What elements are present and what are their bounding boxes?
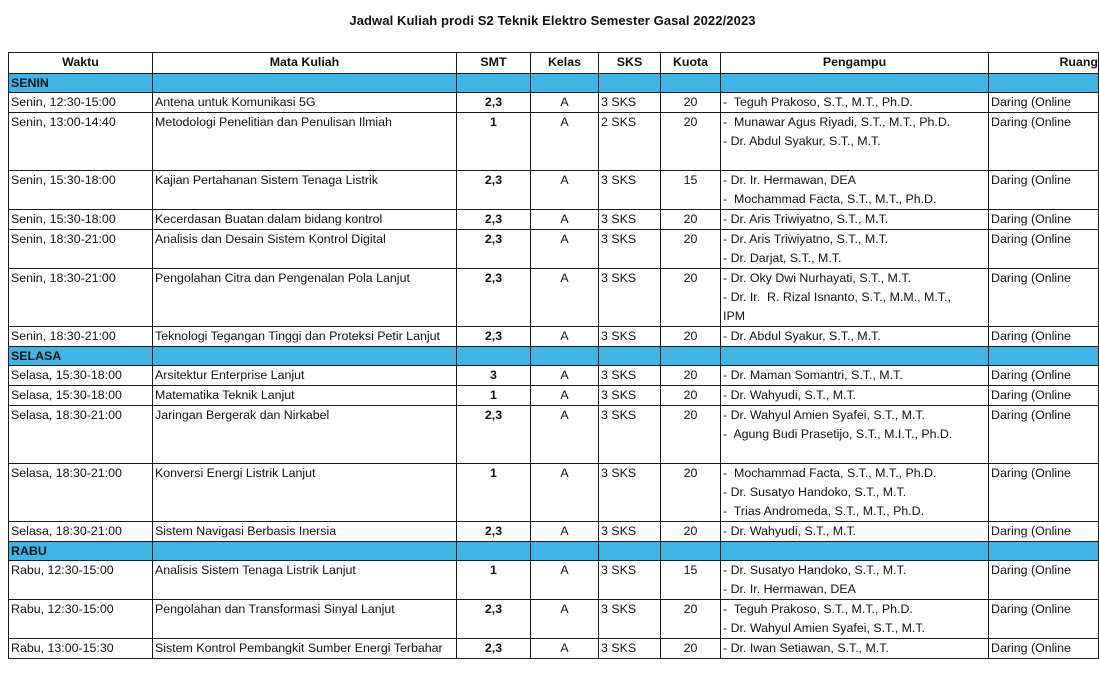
- day-header-cell: [599, 74, 661, 93]
- cell-kelas: A: [531, 561, 599, 600]
- day-header-cell: [457, 542, 531, 561]
- table-row: [9, 93, 1099, 113]
- cell-sks: 3 SKS: [599, 210, 661, 230]
- cell-kelas: A: [531, 210, 599, 230]
- cell-pengampu: [721, 600, 989, 639]
- page-title: Jadwal Kuliah prodi S2 Teknik Elektro Semester Gasal 2022/2023: [349, 13, 756, 28]
- lecturer-name: - Dr. Abdul Syakur, S.T., M.T.: [723, 329, 881, 343]
- cell-sks: 3 SKS: [599, 600, 661, 639]
- col-header-sks: SKS: [599, 53, 661, 74]
- cell-kuota: 20: [661, 210, 721, 230]
- cell-pengampu: [721, 113, 989, 171]
- day-section-header: [9, 74, 1099, 93]
- lecturer-name: - Dr. Abdul Syakur, S.T., M.T.: [723, 134, 881, 148]
- cell-mata-kuliah: Pengolahan dan Transformasi Sinyal Lanjut: [153, 600, 457, 639]
- cell-pengampu: [721, 93, 989, 113]
- cell-sks: 2 SKS: [599, 113, 661, 171]
- cell-ruang: Daring (Online: [989, 464, 1099, 522]
- col-header-smt: SMT: [457, 53, 531, 74]
- cell-ruang: Daring (Online: [989, 230, 1099, 269]
- cell-kuota: 20: [661, 327, 721, 347]
- cell-mata-kuliah: Sistem Kontrol Pembangkit Sumber Energi Terbahar: [153, 639, 457, 659]
- table-row: [9, 171, 1099, 210]
- cell-smt: 2,3: [457, 171, 531, 210]
- cell-kelas: A: [531, 386, 599, 406]
- schedule-body: [9, 74, 1099, 659]
- day-section-header: [9, 347, 1099, 366]
- schedule-table: [8, 52, 1099, 659]
- cell-kuota: 20: [661, 113, 721, 171]
- cell-smt: 2,3: [457, 269, 531, 327]
- cell-waktu: Senin, 15:30-18:00: [9, 171, 153, 210]
- cell-pengampu: [721, 230, 989, 269]
- table-row: [9, 327, 1099, 347]
- cell-waktu: Senin, 15:30-18:00: [9, 210, 153, 230]
- col-header-ruang-label: Ruang: [1059, 55, 1098, 69]
- lecturer-name: - Dr. Aris Triwiyatno, S.T., M.T.: [723, 212, 889, 226]
- cell-pengampu: [721, 464, 989, 522]
- cell-waktu: Selasa, 18:30-21:00: [9, 406, 153, 464]
- cell-ruang: Daring (Online: [989, 406, 1099, 464]
- day-header-cell: [721, 347, 989, 366]
- header-row: [9, 53, 1099, 74]
- cell-sks: 3 SKS: [599, 366, 661, 386]
- cell-kuota: 20: [661, 522, 721, 542]
- cell-ruang: Daring (Online: [989, 561, 1099, 600]
- day-header-cell: [721, 74, 989, 93]
- cell-ruang: Daring (Online: [989, 386, 1099, 406]
- cell-smt: 2,3: [457, 639, 531, 659]
- cell-ruang: Daring (Online: [989, 327, 1099, 347]
- cell-waktu: Rabu, 12:30-15:00: [9, 600, 153, 639]
- lecturer-name: - Munawar Agus Riyadi, S.T., M.T., Ph.D.: [723, 115, 951, 129]
- lecturer-name: - Mochammad Facta, S.T., M.T., Ph.D.: [723, 466, 937, 480]
- cell-mata-kuliah: Arsitektur Enterprise Lanjut: [153, 366, 457, 386]
- cell-kuota: 20: [661, 386, 721, 406]
- cell-mata-kuliah: Metodologi Penelitian dan Penulisan Ilmiah: [153, 113, 457, 171]
- table-row: [9, 406, 1099, 464]
- lecturer-name: - Dr. Ir. Hermawan, DEA: [723, 173, 856, 187]
- day-name: SENIN: [9, 74, 153, 93]
- lecturer-name: - Teguh Prakoso, S.T., M.T., Ph.D.: [723, 602, 913, 616]
- cell-mata-kuliah: Pengolahan Citra dan Pengenalan Pola Lanjut: [153, 269, 457, 327]
- cell-kuota: 20: [661, 600, 721, 639]
- cell-kelas: A: [531, 366, 599, 386]
- cell-sks: 3 SKS: [599, 230, 661, 269]
- table-row: [9, 639, 1099, 659]
- cell-smt: 3: [457, 366, 531, 386]
- lecturer-name: - Dr. Ir. Hermawan, DEA: [723, 582, 856, 596]
- cell-sks: 3 SKS: [599, 269, 661, 327]
- cell-kelas: A: [531, 406, 599, 464]
- day-header-cell: [989, 542, 1099, 561]
- cell-waktu: Senin, 18:30-21:00: [9, 230, 153, 269]
- lecturer-name: - Dr. Wahyul Amien Syafei, S.T., M.T.: [723, 621, 925, 635]
- cell-pengampu: [721, 327, 989, 347]
- schedule-sheet: [8, 52, 1098, 659]
- day-header-cell: [153, 74, 457, 93]
- cell-kelas: A: [531, 522, 599, 542]
- cell-kuota: 20: [661, 639, 721, 659]
- day-header-cell: [661, 74, 721, 93]
- cell-sks: 3 SKS: [599, 406, 661, 464]
- cell-ruang: Daring (Online: [989, 171, 1099, 210]
- cell-kelas: A: [531, 464, 599, 522]
- cell-mata-kuliah: Matematika Teknik Lanjut: [153, 386, 457, 406]
- cell-smt: 1: [457, 386, 531, 406]
- cell-mata-kuliah: Jaringan Bergerak dan Nirkabel: [153, 406, 457, 464]
- cell-smt: 1: [457, 113, 531, 171]
- cell-ruang: Daring (Online: [989, 639, 1099, 659]
- cell-sks: 3 SKS: [599, 386, 661, 406]
- col-header-waktu: Waktu: [9, 53, 153, 74]
- col-header-kelas: Kelas: [531, 53, 599, 74]
- cell-smt: 1: [457, 561, 531, 600]
- cell-smt: 2,3: [457, 93, 531, 113]
- lecturer-name: - Dr. Oky Dwi Nurhayati, S.T., M.T.: [723, 271, 911, 285]
- cell-sks: 3 SKS: [599, 561, 661, 600]
- cell-pengampu: [721, 522, 989, 542]
- day-header-cell: [531, 542, 599, 561]
- lecturer-name: - Dr. Aris Triwiyatno, S.T., M.T.: [723, 232, 889, 246]
- cell-ruang: Daring (Online: [989, 269, 1099, 327]
- day-header-cell: [457, 74, 531, 93]
- table-row: [9, 600, 1099, 639]
- cell-sks: 3 SKS: [599, 93, 661, 113]
- cell-kuota: 20: [661, 464, 721, 522]
- cell-waktu: Selasa, 15:30-18:00: [9, 366, 153, 386]
- day-name: RABU: [9, 542, 153, 561]
- table-row: [9, 386, 1099, 406]
- cell-sks: 3 SKS: [599, 522, 661, 542]
- lecturer-name: - Dr. Iwan Setiawan, S.T., M.T.: [723, 641, 889, 655]
- cell-pengampu: [721, 386, 989, 406]
- cell-kuota: 20: [661, 230, 721, 269]
- cell-pengampu: [721, 171, 989, 210]
- cell-waktu: Senin, 18:30-21:00: [9, 327, 153, 347]
- cell-mata-kuliah: Teknologi Tegangan Tinggi dan Proteksi Petir Lanjut: [153, 327, 457, 347]
- table-row: [9, 210, 1099, 230]
- lecturer-name: - Dr. Wahyudi, S.T., M.T.: [723, 388, 857, 402]
- lecturer-name: - Dr. Maman Somantri, S.T., M.T.: [723, 368, 903, 382]
- cell-pengampu: [721, 269, 989, 327]
- cell-waktu: Selasa, 18:30-21:00: [9, 464, 153, 522]
- lecturer-name: - Mochammad Facta, S.T., M.T., Ph.D.: [723, 192, 937, 206]
- cell-ruang: Daring (Online: [989, 522, 1099, 542]
- col-header-mata-kuliah: Mata Kuliah: [153, 53, 457, 74]
- cell-kelas: A: [531, 327, 599, 347]
- col-header-pengampu: Pengampu: [721, 53, 989, 74]
- cell-ruang: Daring (Online: [989, 113, 1099, 171]
- table-row: [9, 561, 1099, 600]
- day-header-cell: [531, 347, 599, 366]
- cell-ruang: Daring (Online: [989, 210, 1099, 230]
- table-row: [9, 464, 1099, 522]
- cell-ruang: Daring (Online: [989, 93, 1099, 113]
- cell-ruang: Daring (Online: [989, 600, 1099, 639]
- cell-ruang: Daring (Online: [989, 366, 1099, 386]
- day-header-cell: [153, 542, 457, 561]
- cell-mata-kuliah: Konversi Energi Listrik Lanjut: [153, 464, 457, 522]
- cell-sks: 3 SKS: [599, 639, 661, 659]
- cell-smt: 2,3: [457, 210, 531, 230]
- cell-kuota: 20: [661, 269, 721, 327]
- col-header-kuota: Kuota: [661, 53, 721, 74]
- cell-pengampu: [721, 366, 989, 386]
- cell-mata-kuliah: Sistem Navigasi Berbasis Inersia: [153, 522, 457, 542]
- cell-kelas: A: [531, 269, 599, 327]
- day-header-cell: [989, 74, 1099, 93]
- lecturer-name: - Teguh Prakoso, S.T., M.T., Ph.D.: [723, 95, 913, 109]
- day-header-cell: [531, 74, 599, 93]
- lecturer-name: - Dr. Wahyudi, S.T., M.T.: [723, 524, 857, 538]
- table-row: [9, 522, 1099, 542]
- cell-waktu: Senin, 12:30-15:00: [9, 93, 153, 113]
- cell-kuota: 20: [661, 366, 721, 386]
- cell-waktu: Senin, 18:30-21:00: [9, 269, 153, 327]
- day-header-cell: [661, 542, 721, 561]
- cell-sks: 3 SKS: [599, 464, 661, 522]
- table-row: [9, 366, 1099, 386]
- cell-mata-kuliah: Kecerdasan Buatan dalam bidang kontrol: [153, 210, 457, 230]
- cell-mata-kuliah: Analisis Sistem Tenaga Listrik Lanjut: [153, 561, 457, 600]
- cell-waktu: Rabu, 12:30-15:00: [9, 561, 153, 600]
- cell-smt: 1: [457, 464, 531, 522]
- cell-mata-kuliah: Kajian Pertahanan Sistem Tenaga Listrik: [153, 171, 457, 210]
- lecturer-name: - Trias Andromeda, S.T., M.T., Ph.D.: [723, 504, 925, 518]
- cell-kelas: A: [531, 230, 599, 269]
- cell-pengampu: [721, 406, 989, 464]
- cell-pengampu: [721, 210, 989, 230]
- cell-kelas: A: [531, 600, 599, 639]
- cell-mata-kuliah: Analisis dan Desain Sistem Kontrol Digital: [153, 230, 457, 269]
- cell-waktu: Rabu, 13:00-15:30: [9, 639, 153, 659]
- cell-kuota: 20: [661, 93, 721, 113]
- lecturer-name: - Dr. Susatyo Handoko, S.T., M.T.: [723, 485, 907, 499]
- cell-waktu: Selasa, 15:30-18:00: [9, 386, 153, 406]
- day-section-header: [9, 542, 1099, 561]
- cell-pengampu: [721, 561, 989, 600]
- cell-kuota: 15: [661, 171, 721, 210]
- cell-waktu: Selasa, 18:30-21:00: [9, 522, 153, 542]
- lecturer-name: - Dr. Ir. R. Rizal Isnanto, S.T., M.M., M.T.,: [723, 290, 951, 304]
- lecturer-name: - Dr. Wahyul Amien Syafei, S.T., M.T.: [723, 408, 925, 422]
- cell-kelas: A: [531, 113, 599, 171]
- lecturer-name: IPM: [723, 309, 746, 323]
- cell-smt: 2,3: [457, 522, 531, 542]
- table-row: [9, 269, 1099, 327]
- cell-mata-kuliah: Antena untuk Komunikasi 5G: [153, 93, 457, 113]
- cell-kuota: 15: [661, 561, 721, 600]
- lecturer-name: - Dr. Darjat, S.T., M.T.: [723, 251, 842, 265]
- cell-kelas: A: [531, 93, 599, 113]
- cell-kelas: A: [531, 171, 599, 210]
- day-header-cell: [989, 347, 1099, 366]
- day-header-cell: [721, 542, 989, 561]
- day-header-cell: [599, 542, 661, 561]
- day-header-cell: [153, 347, 457, 366]
- cell-smt: 2,3: [457, 327, 531, 347]
- cell-sks: 3 SKS: [599, 327, 661, 347]
- cell-sks: 3 SKS: [599, 171, 661, 210]
- cell-kuota: 20: [661, 406, 721, 464]
- cell-smt: 2,3: [457, 230, 531, 269]
- day-header-cell: [599, 347, 661, 366]
- cell-smt: 2,3: [457, 406, 531, 464]
- col-header-ruang: [989, 53, 1099, 74]
- day-name: SELASA: [9, 347, 153, 366]
- cell-smt: 2,3: [457, 600, 531, 639]
- table-row: [9, 113, 1099, 171]
- lecturer-name: - Dr. Susatyo Handoko, S.T., M.T.: [723, 563, 907, 577]
- cell-kelas: A: [531, 639, 599, 659]
- day-header-cell: [457, 347, 531, 366]
- day-header-cell: [661, 347, 721, 366]
- lecturer-name: - Agung Budi Prasetijo, S.T., M.I.T., Ph.D.: [723, 427, 953, 441]
- cell-waktu: Senin, 13:00-14:40: [9, 113, 153, 171]
- table-row: [9, 230, 1099, 269]
- cell-pengampu: [721, 639, 989, 659]
